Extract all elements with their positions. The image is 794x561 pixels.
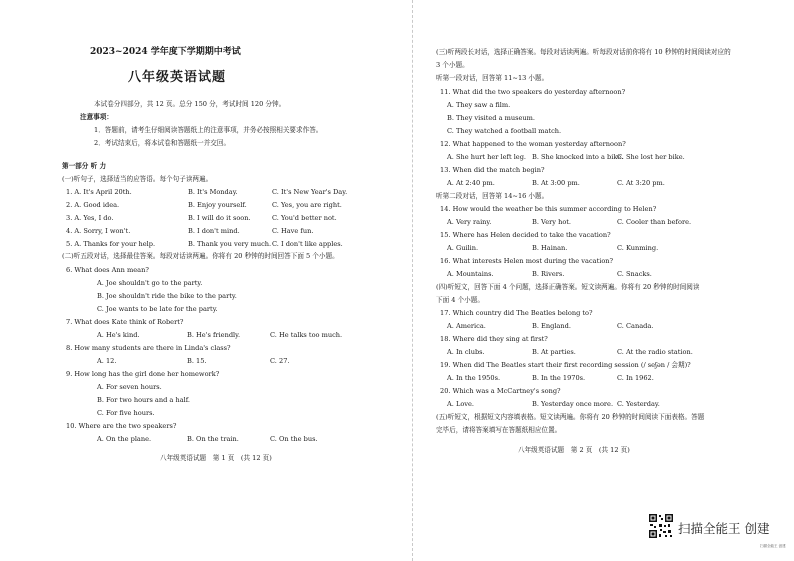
option-14b: B. Very hot. bbox=[532, 218, 572, 226]
option-11a: A. They saw a film. bbox=[447, 101, 511, 109]
exam-intro: 本试卷分四部分，共 12 页。总分 150 分，考试时间 120 分钟。 bbox=[94, 100, 286, 108]
option-15b: B. Hainan. bbox=[532, 244, 568, 252]
option-17c: C. Canada. bbox=[617, 322, 654, 330]
option-4a: 4. A. Sorry, I won't. bbox=[66, 227, 131, 235]
dialogue-1-instructions: 听第一段对话，回答第 11~13 小题。 bbox=[436, 74, 549, 82]
option-9c: C. For five hours. bbox=[97, 409, 155, 417]
page-fold-line bbox=[412, 0, 414, 561]
question-17: 17. Which country did The Beatles belong to? bbox=[440, 309, 593, 317]
scanner-watermark bbox=[648, 513, 778, 547]
scanner-tiny-text: 扫描全能王 创建 bbox=[760, 544, 786, 548]
option-1a: 1. A. It's April 20th. bbox=[66, 188, 132, 196]
option-20c: C. Yesterday. bbox=[617, 400, 660, 408]
option-10a: A. On the plane. bbox=[97, 435, 152, 443]
option-20b: B. Yesterday once more. bbox=[532, 400, 614, 408]
exam-subtitle: 八年级英语试题 bbox=[128, 70, 227, 85]
option-16c: C. Snacks. bbox=[617, 270, 652, 278]
option-6a: A. Joe shouldn't go to the party. bbox=[97, 279, 203, 287]
qr-code-icon bbox=[648, 513, 674, 539]
option-9b: B. For two hours and a half. bbox=[97, 396, 191, 404]
section-5-instructions-cont: 完毕后，请将答案填写在答题纸相应位置。 bbox=[436, 426, 562, 434]
option-9a: A. For seven hours. bbox=[97, 383, 162, 391]
option-4c: C. Have fun. bbox=[272, 227, 314, 235]
option-18b: B. At parties. bbox=[532, 348, 576, 356]
option-1c: C. It's New Year's Day. bbox=[272, 188, 348, 196]
option-15a: A. Guilin. bbox=[447, 244, 479, 252]
question-18: 18. Where did they sing at first? bbox=[440, 335, 548, 343]
option-3b: B. I will do it soon. bbox=[188, 214, 251, 222]
section-4-instructions-cont: 下面 4 个小题。 bbox=[436, 296, 484, 304]
option-18a: A. In clubs. bbox=[447, 348, 485, 356]
option-19a: A. In the 1950s. bbox=[447, 374, 501, 382]
question-15: 15. Where has Helen decided to take the vacation? bbox=[440, 231, 611, 239]
option-17a: A. America. bbox=[447, 322, 486, 330]
option-10c: C. On the bus. bbox=[270, 435, 318, 443]
section-1-instructions: (一)听句子，选择适当的应答语。每个句子读两遍。 bbox=[62, 175, 213, 183]
section-4-instructions: (四)听短文，回答下面 4 个问题，选择正确答案。短文读两遍。你将有 20 秒钟的时间阅读 bbox=[436, 283, 700, 291]
note-2: 2．考试结束后，将本试卷和答题纸一并交回。 bbox=[94, 139, 231, 147]
option-14a: A. Very rainy. bbox=[447, 218, 492, 226]
option-7b: B. He's friendly. bbox=[187, 331, 241, 339]
option-6c: C. Joe wants to be late for the party. bbox=[97, 305, 218, 313]
section-3-instructions-cont: 3 个小题。 bbox=[436, 61, 469, 69]
option-3c: C. You'd better not. bbox=[272, 214, 337, 222]
question-16: 16. What interests Helen most during the vacation? bbox=[440, 257, 614, 265]
section-2-instructions: (二)听五段对话，选择最佳答案。每段对话读两遍。你将有 20 秒钟的时间回答下面 5 个小题。 bbox=[62, 252, 339, 260]
question-12: 12. What happened to the woman yesterday afternoon? bbox=[440, 140, 626, 148]
note-1: 1．答题前，请考生仔细阅读答题纸上的注意事项，并务必按照相关要求作答。 bbox=[94, 126, 323, 134]
option-11b: B. They visited a museum. bbox=[447, 114, 536, 122]
dialogue-2-instructions: 听第二段对话，回答第 14~16 小题。 bbox=[436, 192, 549, 200]
option-5a: 5. A. Thanks for your help. bbox=[66, 240, 156, 248]
option-16b: B. Rivers. bbox=[532, 270, 565, 278]
option-13b: B. At 3:00 pm. bbox=[532, 179, 580, 187]
option-6b: B. Joe shouldn't ride the bike to the party. bbox=[97, 292, 237, 300]
question-8: 8. How many students are there in Linda's class? bbox=[66, 344, 231, 352]
option-19b: B. In the 1970s. bbox=[532, 374, 586, 382]
option-10b: B. On the train. bbox=[187, 435, 239, 443]
option-16a: A. Mountains. bbox=[447, 270, 494, 278]
question-7: 7. What does Kate think of Robert? bbox=[66, 318, 184, 326]
option-1b: B. It's Monday. bbox=[188, 188, 238, 196]
option-20a: A. Love. bbox=[447, 400, 475, 408]
question-13: 13. When did the match begin? bbox=[440, 166, 545, 174]
question-10: 10. Where are the two speakers? bbox=[66, 422, 177, 430]
option-15c: C. Kunming. bbox=[617, 244, 659, 252]
option-8a: A. 12. bbox=[97, 357, 117, 365]
question-20: 20. Which was a McCartney's song? bbox=[440, 387, 561, 395]
option-2b: B. Enjoy yourself. bbox=[188, 201, 247, 209]
option-13c: C. At 3:20 pm. bbox=[617, 179, 665, 187]
question-14: 14. How would the weather be this summer according to Helen? bbox=[440, 205, 657, 213]
question-11: 11. What did the two speakers do yesterday afternoon? bbox=[440, 88, 626, 96]
option-3a: 3. A. Yes, I do. bbox=[66, 214, 114, 222]
option-13a: A. At 2:40 pm. bbox=[447, 179, 495, 187]
section-3-instructions: (三)听两段长对话，选择正确答案。每段对话读两遍。听每段对话前你将有 10 秒钟的时间阅读对应的 bbox=[436, 48, 731, 56]
option-5b: B. Thank you very much. bbox=[188, 240, 272, 248]
part-one-heading: 第一部分 听 力 bbox=[62, 162, 107, 170]
exam-title: 2023~2024 学年度下学期期中考试 bbox=[90, 47, 241, 57]
option-17b: B. England. bbox=[532, 322, 571, 330]
option-8c: C. 27. bbox=[270, 357, 290, 365]
option-4b: B. I don't mind. bbox=[188, 227, 240, 235]
option-14c: C. Cooler than before. bbox=[617, 218, 692, 226]
option-5c: C. I don't like apples. bbox=[272, 240, 343, 248]
option-12a: A. She hurt her left leg. bbox=[447, 153, 527, 161]
option-7c: C. He talks too much. bbox=[270, 331, 343, 339]
page-footer-left: 八年级英语试题 第 1 页 (共 12 页) bbox=[160, 454, 272, 462]
question-19: 19. When did The Beatles start their first recording session (/ seʃən / 会期)? bbox=[440, 361, 691, 369]
section-5-instructions: (五)听短文，根据短文内容填表格。短文读两遍。你将有 20 秒钟的时间阅读下面表格。答题 bbox=[436, 413, 705, 421]
option-11c: C. They watched a football match. bbox=[447, 127, 562, 135]
option-7a: A. He's kind. bbox=[97, 331, 140, 339]
page-footer-right: 八年级英语试题 第 2 页 (共 12 页) bbox=[518, 446, 630, 454]
question-6: 6. What does Ann mean? bbox=[66, 266, 149, 274]
notes-heading: 注意事项： bbox=[80, 113, 113, 121]
option-19c: C. In 1962. bbox=[617, 374, 654, 382]
option-2a: 2. A. Good idea. bbox=[66, 201, 120, 209]
option-8b: B. 15. bbox=[187, 357, 207, 365]
option-12b: B. She knocked into a bike. bbox=[532, 153, 624, 161]
option-2c: C. Yes, you are right. bbox=[272, 201, 342, 209]
option-12c: C. She lost her bike. bbox=[617, 153, 685, 161]
option-18c: C. At the radio station. bbox=[617, 348, 693, 356]
question-9: 9. How long has the girl done her homework? bbox=[66, 370, 220, 378]
scanner-brand-text: 扫描全能王 创建 bbox=[678, 521, 770, 536]
